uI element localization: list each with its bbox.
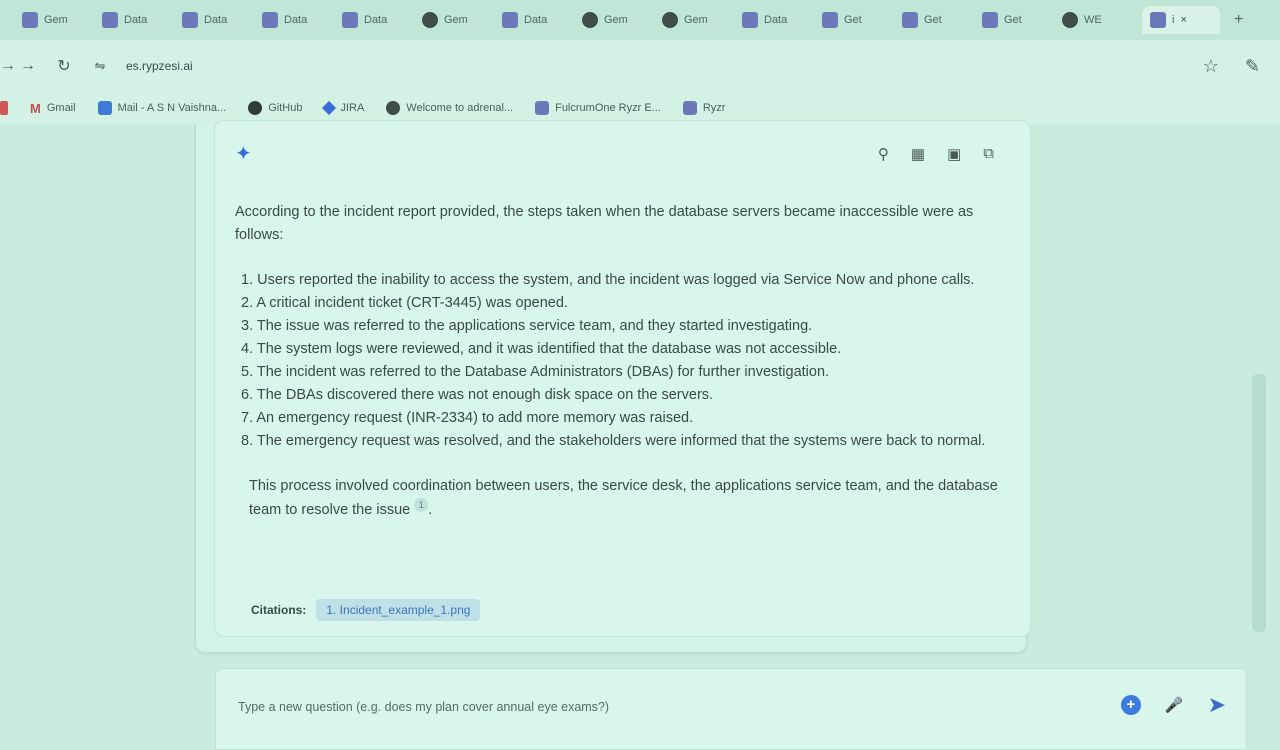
browser-tab[interactable] — [342, 6, 418, 34]
browser-tab[interactable] — [262, 6, 338, 34]
citation-chip[interactable]: 1. Incident_example_1.png — [316, 599, 480, 621]
step-item: 2. A critical incident ticket (CRT-3445) was opened. — [241, 295, 568, 311]
browser-tab[interactable] — [182, 6, 258, 34]
tab-label: Get — [924, 14, 942, 26]
response-body — [235, 201, 1005, 522]
app-icon — [182, 12, 198, 28]
composer — [215, 668, 1247, 750]
bookmark-label: Gmail — [46, 102, 76, 114]
bookmark-label: Welcome to adrenal... — [406, 102, 514, 114]
add-attachment-button[interactable]: + — [1121, 695, 1141, 715]
bookmark-gmail[interactable] — [30, 101, 76, 115]
scrollbar-thumb[interactable] — [1252, 374, 1266, 632]
microphone-icon[interactable]: 🎤 — [1164, 697, 1184, 714]
tab-label: Gem — [44, 14, 68, 26]
gmail-icon: M — [30, 101, 41, 116]
app-icon — [22, 12, 38, 28]
send-button[interactable]: ➤ — [1207, 692, 1226, 717]
forward-arrow-icon[interactable]: → — [0, 57, 16, 74]
bookmark-label: JIRA — [340, 102, 365, 114]
step-item: 5. The incident was referred to the Database Administrators (DBAs) for further investigation. — [241, 364, 830, 380]
chat-area — [0, 124, 1280, 744]
outro-text: This process involved coordination between users, the service desk, the applications service team, and the database team to resolve the issue — [249, 478, 998, 518]
bookmark-welcome[interactable] — [386, 101, 513, 115]
citations-label: Citations: — [251, 603, 307, 617]
address-bar — [0, 40, 1280, 92]
mail-icon — [98, 101, 112, 115]
bookmark-github[interactable] — [248, 101, 302, 115]
app-icon — [502, 12, 518, 28]
bookmark-label: Mail - A S N Vaishna... — [117, 102, 227, 114]
app-icon — [535, 101, 549, 115]
new-tab-button[interactable]: + — [1234, 11, 1244, 28]
citation-marker[interactable]: 1 — [414, 498, 428, 512]
bookmark-label: FulcrumOne Ryzr E... — [555, 102, 661, 114]
step-item: 4. The system logs were reviewed, and it was identified that the database was not accessible. — [241, 341, 842, 357]
tab-bar — [0, 0, 1280, 40]
tab-label: Gem — [444, 14, 468, 26]
response-card-outer — [195, 124, 1027, 653]
bookmark-ryzr[interactable] — [683, 101, 726, 115]
globe-icon — [662, 12, 678, 28]
app-icon — [342, 12, 358, 28]
app-icon — [982, 12, 998, 28]
step-item: 8. The emergency request was resolved, and the stakeholders were informed that the systems were back to normal. — [241, 433, 986, 449]
app-icon — [822, 12, 838, 28]
clipboard-icon[interactable]: ▦ — [910, 146, 926, 163]
tab-label: Data — [284, 14, 308, 26]
globe-icon — [1062, 12, 1078, 28]
step-item: 1. Users reported the inability to access the system, and the incident was logged via Service Now and phone calls. — [241, 272, 975, 288]
forward-icon[interactable]: → — [20, 57, 36, 74]
bookmark-mail[interactable] — [98, 101, 227, 115]
browser-tab-active[interactable] — [1142, 6, 1220, 34]
tab-label: Get — [844, 14, 862, 26]
browser-tab[interactable] — [742, 6, 818, 34]
app-icon — [1150, 12, 1166, 28]
browser-tab[interactable] — [22, 6, 98, 34]
browser-tab[interactable] — [902, 6, 978, 34]
app-icon — [262, 12, 278, 28]
step-item: 6. The DBAs discovered there was not enough disk space on the servers. — [241, 387, 714, 403]
image-icon[interactable]: ▣ — [947, 146, 962, 163]
browser-tab[interactable] — [822, 6, 898, 34]
bookmark-label: Ryzr — [702, 102, 726, 114]
bookmark-jira[interactable] — [324, 102, 364, 114]
sparkle-icon: ✦ — [235, 143, 252, 165]
composer-actions — [1121, 692, 1226, 717]
question-input[interactable] — [236, 691, 1100, 723]
tab-label: Gem — [684, 14, 708, 26]
tab-label: Gem — [604, 14, 628, 26]
pen-icon[interactable]: ✎ — [1244, 55, 1260, 76]
browser-tab[interactable] — [1062, 6, 1138, 34]
response-intro: According to the incident report provided, the steps taken when the database servers became inaccessible were as follows: — [235, 204, 974, 243]
browser-tab[interactable] — [662, 6, 738, 34]
browser-tab[interactable] — [422, 6, 498, 34]
jira-icon — [322, 101, 336, 115]
browser-tab[interactable] — [982, 6, 1058, 34]
step-item: 3. The issue was referred to the applications service team, and they started investigating. — [241, 318, 813, 334]
globe-icon — [582, 12, 598, 28]
response-outro: This process involved coordination between users, the service desk, the applications service team, and the database team to resolve the issue 1 . — [249, 478, 998, 518]
site-settings-icon[interactable]: ⇋ — [94, 58, 106, 73]
tab-label: WE — [1084, 14, 1102, 26]
app-icon — [902, 12, 918, 28]
tab-label: Get — [1004, 14, 1022, 26]
steps-list — [235, 269, 1005, 453]
bookmark-star-icon[interactable]: ☆ — [1202, 55, 1219, 76]
tab-label: Data — [204, 14, 228, 26]
tab-label: Data — [524, 14, 548, 26]
reload-icon[interactable]: ↻ — [57, 58, 71, 75]
app-icon — [742, 12, 758, 28]
response-card — [214, 120, 1031, 637]
lightbulb-icon[interactable]: ⚲ — [877, 146, 889, 163]
tab-label: Data — [124, 14, 148, 26]
browser-tab[interactable] — [102, 6, 178, 34]
tab-label: i — [1172, 14, 1175, 26]
globe-icon — [422, 12, 438, 28]
tab-label: Data — [764, 14, 788, 26]
url-field[interactable]: es.rypzesi.ai — [126, 59, 193, 73]
bookmark-fulcrum[interactable] — [535, 101, 661, 115]
browser-tab[interactable] — [582, 6, 658, 34]
step-item: 7. An emergency request (INR-2334) to add more memory was raised. — [241, 410, 694, 426]
app-icon — [683, 101, 697, 115]
response-actions — [878, 145, 994, 163]
app-icon — [102, 12, 118, 28]
copy-icon[interactable]: ⧉ — [983, 145, 994, 162]
tab-label: Data — [364, 14, 388, 26]
close-icon[interactable]: × — [1180, 14, 1187, 26]
bookmark-label: GitHub — [268, 102, 303, 114]
bookmark-item[interactable] — [0, 101, 8, 115]
globe-icon — [386, 101, 400, 115]
citations-row — [251, 599, 480, 621]
browser-tab[interactable] — [502, 6, 578, 34]
bookmark-icon — [0, 101, 8, 115]
github-icon — [248, 101, 262, 115]
